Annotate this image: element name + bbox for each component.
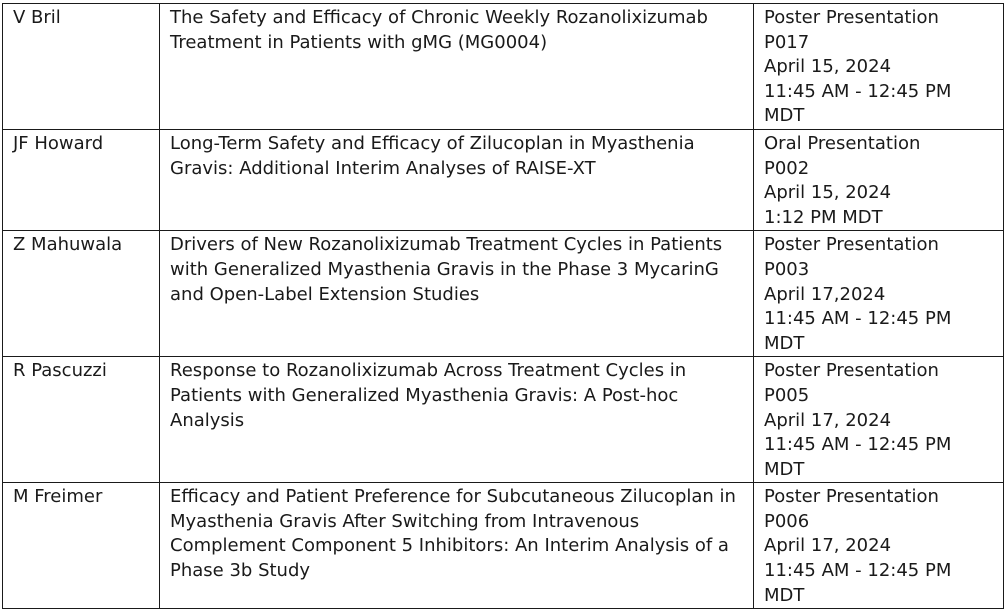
author-cell: Z Mahuwala xyxy=(3,231,160,357)
presentation-type: Poster Presentation xyxy=(764,7,939,28)
presentation-type: Poster Presentation xyxy=(764,234,939,256)
presentation-time: 11:45 AM - 12:45 PM xyxy=(764,560,952,582)
presentation-type: Poster Presentation xyxy=(764,486,939,508)
author-cell: M Freimer xyxy=(3,483,160,609)
presentation-timezone: MDT xyxy=(764,332,805,354)
table-row xyxy=(3,231,1004,357)
presentation-date: April 15, 2024 xyxy=(764,56,892,78)
presentation-type: Oral Presentation xyxy=(764,132,921,154)
table-row xyxy=(3,4,1004,130)
presentation-time: 11:45 AM - 12:45 PM xyxy=(764,80,952,102)
title-cell: Efficacy and Patient Preference for Subcutaneous Zilucoplan in Myasthenia Gravis After Switching from Intravenous Complement Component 5 Inhibitors: An Interim Analysis of a Phase 3b Study xyxy=(160,483,754,609)
table-row xyxy=(3,357,1004,483)
presentation-time: 11:45 AM - 12:45 PM xyxy=(764,434,952,456)
session-cell xyxy=(754,231,1004,357)
presentation-timezone: MDT xyxy=(764,458,805,480)
presentation-time: 1:12 PM MDT xyxy=(764,206,883,228)
session-cell xyxy=(754,483,1004,609)
title-cell: Long-Term Safety and Efficacy of Zilucoplan in Myasthenia Gravis: Additional Interim Analyses of RAISE-XT xyxy=(160,129,754,230)
title-cell: The Safety and Efficacy of Chronic Weekly Rozanolixizumab Treatment in Patients with gMG (MG0004) xyxy=(160,4,754,130)
presentation-code: P003 xyxy=(764,258,810,280)
session-cell xyxy=(754,357,1004,483)
author-cell: JF Howard xyxy=(3,129,160,230)
presentation-date: April 17,2024 xyxy=(764,283,886,305)
presentation-timezone: MDT xyxy=(764,584,805,606)
table-row xyxy=(3,483,1004,609)
presentation-date: April 17, 2024 xyxy=(764,535,892,557)
presentation-date: April 15, 2024 xyxy=(764,182,892,204)
title-cell: Response to Rozanolixizumab Across Treatment Cycles in Patients with Generalized Myasthenia Gravis: A Post-hoc Analysis xyxy=(160,357,754,483)
presentation-code: P006 xyxy=(764,510,810,532)
presentation-timezone: MDT xyxy=(764,105,805,127)
session-cell xyxy=(754,129,1004,230)
presentations-table xyxy=(2,3,1004,609)
author-cell: V Bril xyxy=(3,4,160,130)
presentation-date: April 17, 2024 xyxy=(764,409,892,431)
presentation-code: P002 xyxy=(764,157,810,179)
author-cell: R Pascuzzi xyxy=(3,357,160,483)
presentation-time: 11:45 AM - 12:45 PM xyxy=(764,308,952,330)
session-cell xyxy=(754,4,1004,130)
presentation-code: P017 xyxy=(764,31,810,53)
presentation-type: Poster Presentation xyxy=(764,360,939,382)
presentation-code: P005 xyxy=(764,384,810,406)
table-row xyxy=(3,129,1004,230)
title-cell: Drivers of New Rozanolixizumab Treatment Cycles in Patients with Generalized Myasthenia Gravis in the Phase 3 MycarinG and Open-Label Extension Studies xyxy=(160,231,754,357)
